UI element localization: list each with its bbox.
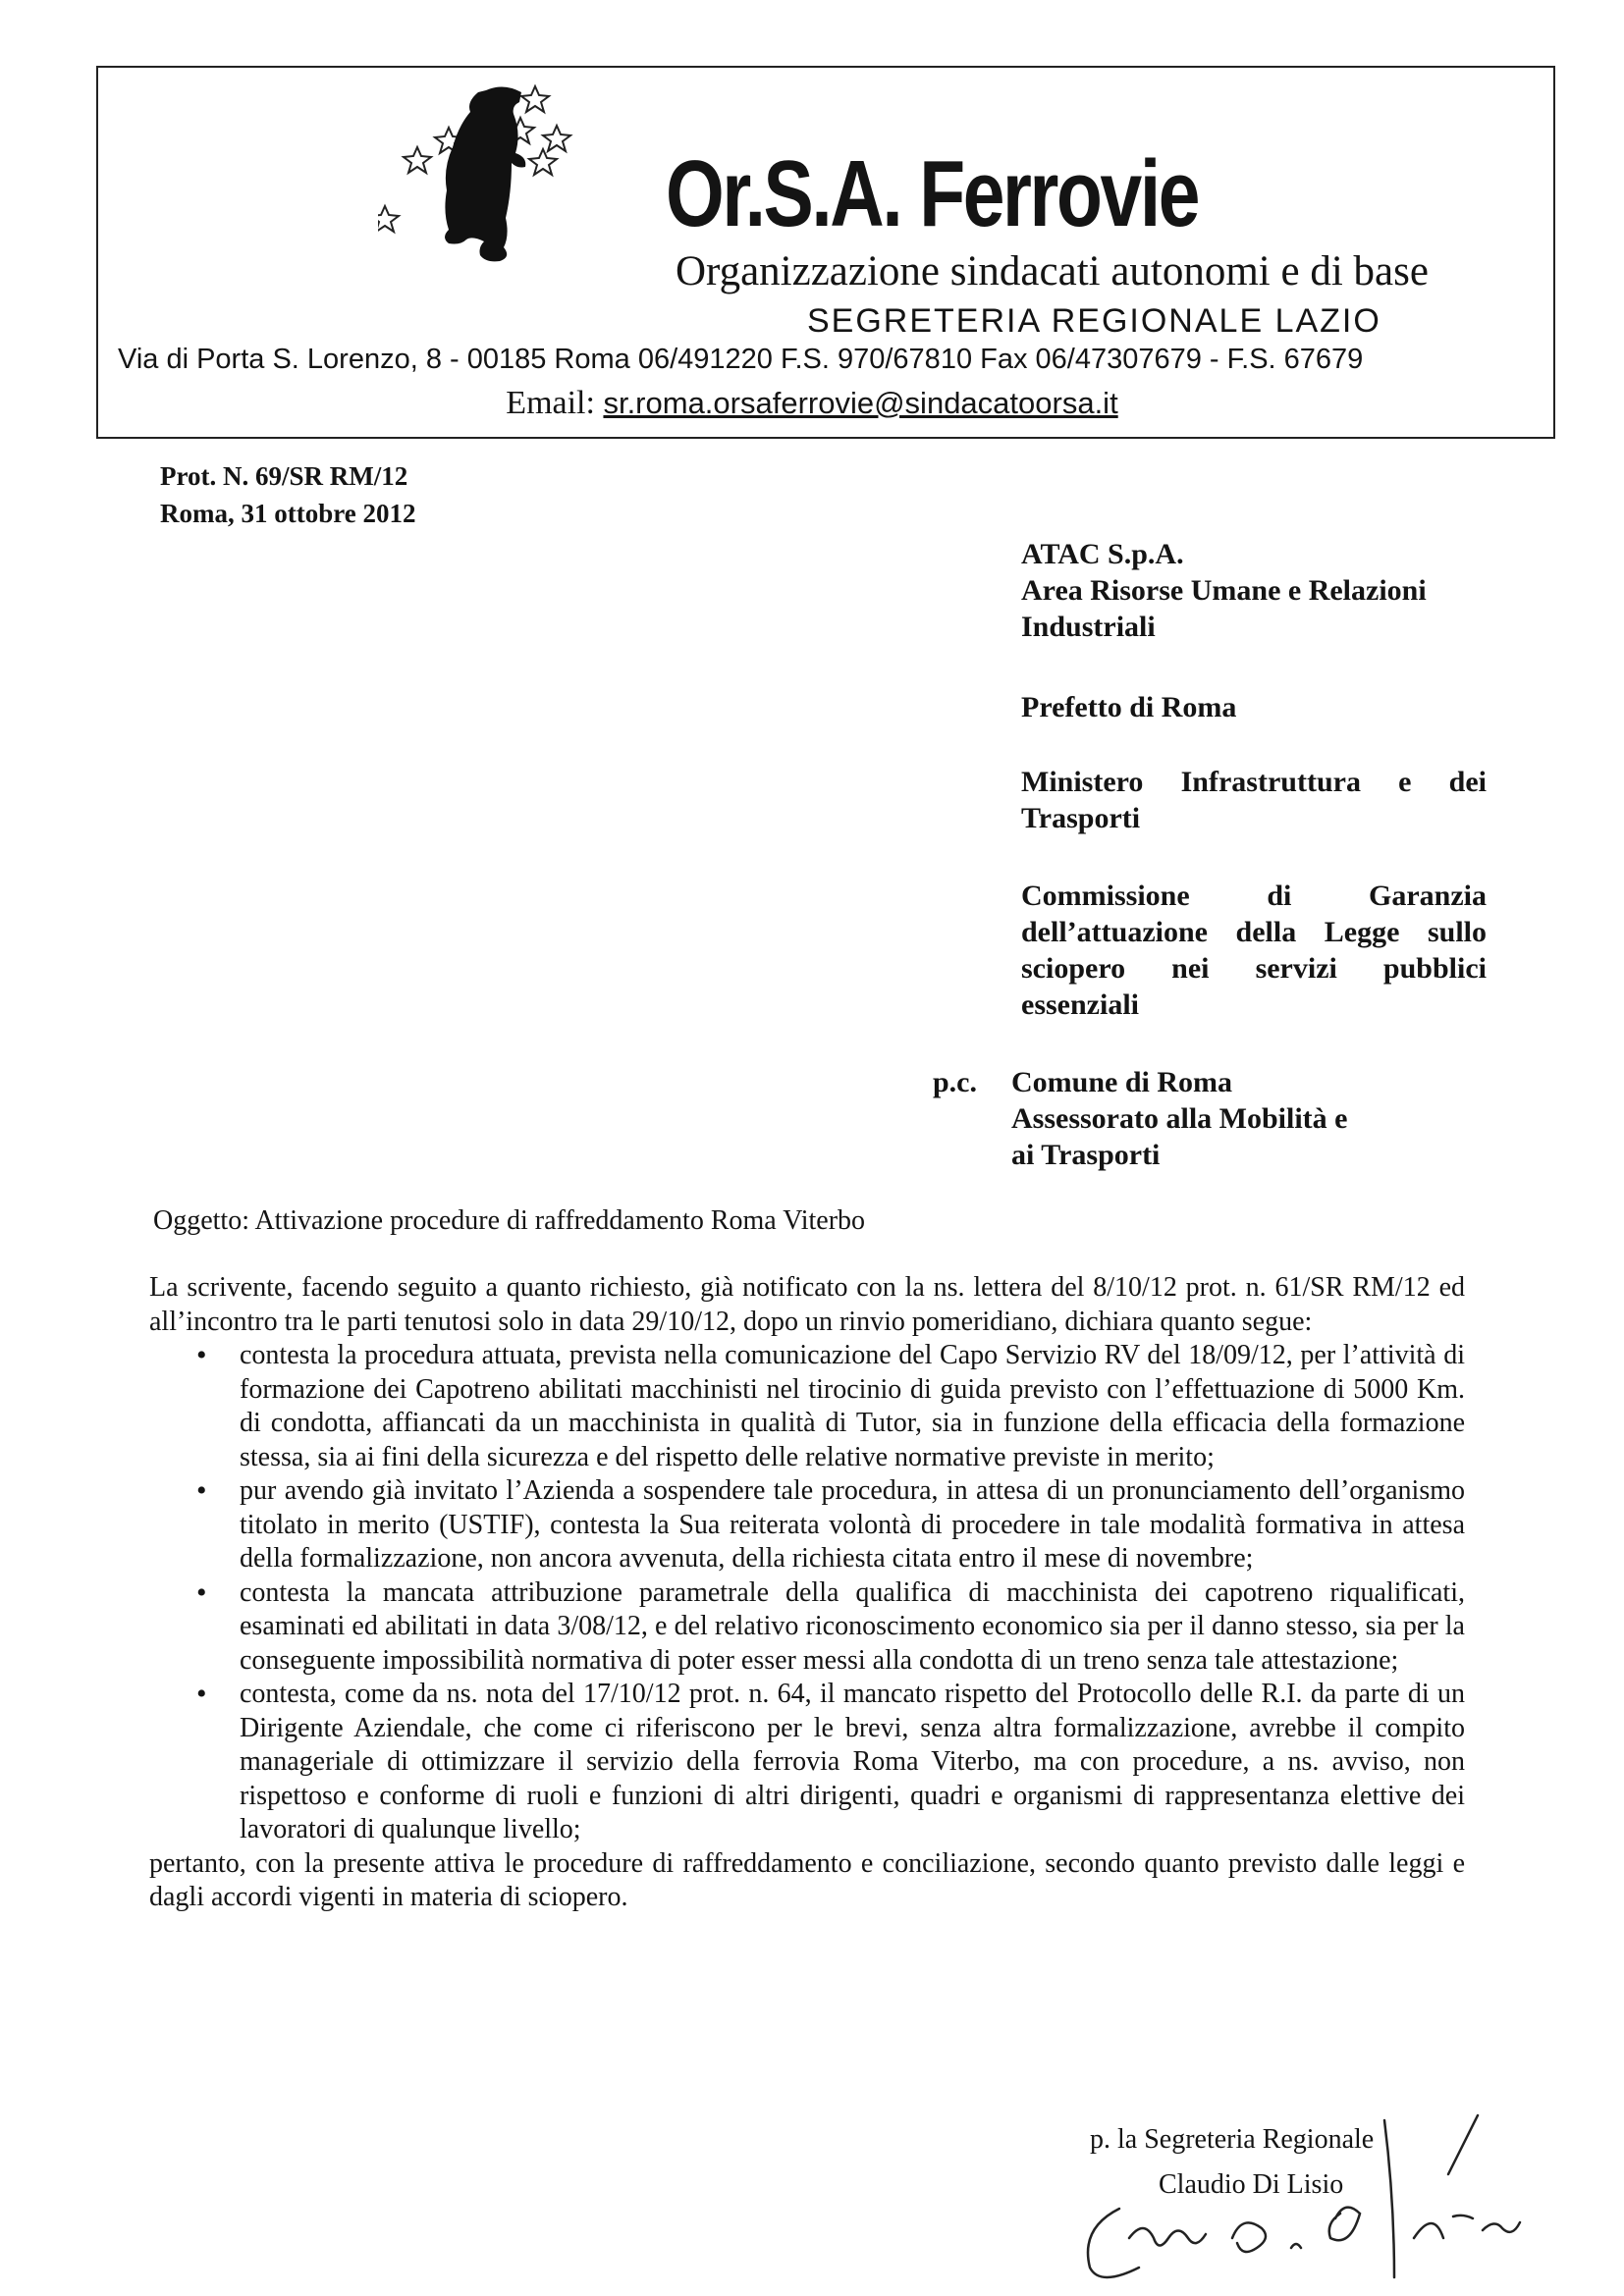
recipient-line: essenziali <box>1021 988 1139 1021</box>
recipient-line: Trasporti <box>1021 802 1141 834</box>
place-date: Roma, 31 ottobre 2012 <box>160 499 416 528</box>
handwritten-signature <box>1060 2101 1551 2287</box>
recipient-line: Ministero Infrastruttura e dei <box>1021 766 1487 798</box>
recipient-line: Area Risorse Umane e Relazioni <box>1021 574 1427 607</box>
recipient-line: ATAC S.p.A. <box>1021 538 1184 570</box>
org-subtitle: Organizzazione sindacati autonomi e di base <box>676 248 1429 294</box>
recipient-line: sciopero nei servizi pubblici <box>1021 952 1487 985</box>
recipient-line: Comune di Roma <box>1011 1066 1233 1098</box>
pc-label: p.c. <box>933 1066 977 1098</box>
recipient-comune <box>1011 1064 1463 1173</box>
recipient-ministero <box>1021 764 1487 836</box>
list-item: • contesta la mancata attribuzione parametrale della qualifica di macchinista dei capotreno riqualificati, esaminati ed abilitati in data 3/08/12, e del relativo riconoscimento economico sia per il danno stesso, sia per la conseguente impossibilità normativa di poter esser messi alla condotta di un treno senza tale attestazione; <box>240 1576 1465 1679</box>
points-list <box>149 1339 1465 1847</box>
org-name: Or.S.A. Ferrovie <box>666 141 1199 246</box>
signature-role: p. la Segreteria Regionale <box>1090 2124 1375 2155</box>
org-address: Via di Porta S. Lorenzo, 8 - 00185 Roma 06/491220 F.S. 970/67810 Fax 06/47307679 - F.S. 67679 <box>118 344 1364 375</box>
closing-paragraph: pertanto, con la presente attiva le procedure di raffreddamento e conciliazione, secondo quanto previsto dalle leggi e dagli accordi vigenti in materia di sciopero. <box>149 1847 1465 1912</box>
subject-line: Oggetto: Attivazione procedure di raffreddamento Roma Viterbo <box>153 1205 866 1236</box>
email-label: Email: <box>506 385 595 421</box>
bear-with-stars-logo-icon <box>378 79 653 294</box>
recipient-atac <box>1021 536 1492 645</box>
recipient-prefetto: Prefetto di Roma <box>1021 691 1237 723</box>
recipient-commissione <box>1021 878 1487 1023</box>
list-item: • pur avendo già invitato l’Azienda a sospendere tale procedura, in attesa di un pronunciamento dell’organismo titolato in merito (USTIF), contesta la Sua reiterata volontà di procedere in tale modalità formativa in attesa della formalizzazione, non ancora avvenuta, della richiesta citata entro il mese di novembre; <box>240 1474 1465 1576</box>
letter-body <box>149 1271 1465 1915</box>
protocol-number: Prot. N. 69/SR RM/12 <box>160 461 408 491</box>
intro-paragraph: La scrivente, facendo seguito a quanto richiesto, già notificato con la ns. lettera del 8/10/12 prot. n. 61/SR RM/12 ed all’incontro tra le parti tenutosi solo in data 29/10/12, dopo un rinvio pomeridiano, dichiara quanto segue: <box>149 1272 1465 1337</box>
recipient-line: Industriali <box>1021 611 1156 643</box>
org-secretariat: SEGRETERIA REGIONALE LAZIO <box>807 302 1381 340</box>
signer-name: Claudio Di Lisio <box>1159 2169 1344 2200</box>
recipient-line: Commissione di Garanzia <box>1021 880 1487 912</box>
email-link[interactable]: sr.roma.orsaferrovie@sindacatoorsa.it <box>603 386 1118 420</box>
recipient-line: Assessorato alla Mobilità e <box>1011 1102 1348 1135</box>
list-item: • contesta la procedura attuata, prevista nella comunicazione del Capo Servizio RV del 18/09/12, per l’attività di formazione dei Capotreno abilitati macchinisti nel tirocinio di guida previsto con l’effettuazione di 5000 Km. di condotta, affiancati da un macchinista in qualità di Tutor, sia in funzione della efficacia della formazione stessa, sia ai fini della sicurezza e del rispetto delle relative normative previste in merito; <box>240 1339 1465 1474</box>
recipient-line: dell’attuazione della Legge sullo <box>1021 916 1487 948</box>
list-item: • contesta, come da ns. nota del 17/10/12 prot. n. 64, il mancato rispetto del Protocollo delle R.I. da parte di un Dirigente Aziendale, che come ci riferiscono per le brevi, senza altra formalizzazione, avrebbe il compito manageriale di ottimizzare il servizio della ferrovia Roma Viterbo, ma con procedure, a ns. avviso, non rispettoso e conforme di ruoli e funzioni di altri dirigenti, quadri e organismi di rappresentanza elettive dei lavoratori di qualunque livello; <box>240 1678 1465 1847</box>
org-email-row <box>0 387 1624 420</box>
recipient-line: ai Trasporti <box>1011 1139 1161 1171</box>
